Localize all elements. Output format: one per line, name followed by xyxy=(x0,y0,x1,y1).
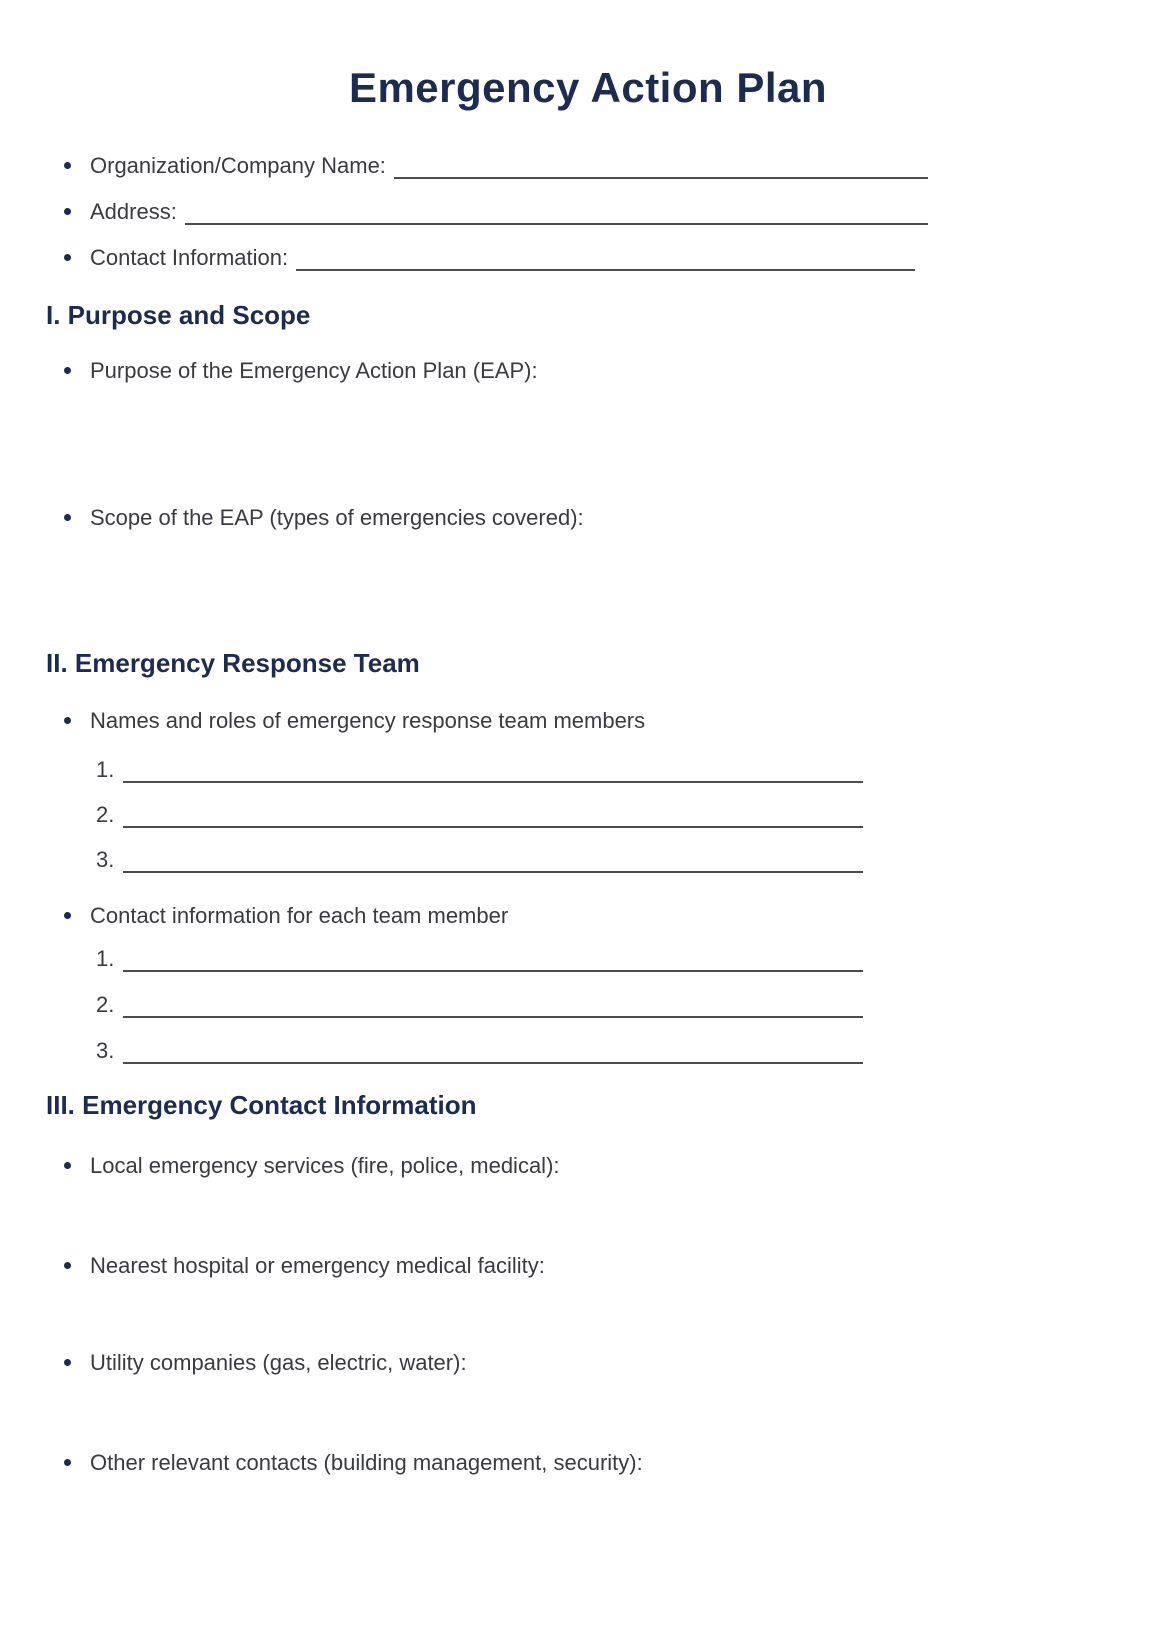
item-number: 2. xyxy=(96,992,115,1017)
header-fields xyxy=(46,153,1130,271)
team-contact-info-bullet: Contact information for each team member xyxy=(46,903,1130,929)
emergency-contact-bullets xyxy=(46,1153,1130,1476)
scope-of-eap-bullet: Scope of the EAP (types of emergencies covered): xyxy=(46,505,1130,531)
item-number: 1. xyxy=(96,757,115,782)
team-name-2-field[interactable] xyxy=(123,802,863,828)
item-number: 2. xyxy=(96,802,115,827)
item-number: 1. xyxy=(96,946,115,971)
address-label: Address: xyxy=(90,199,177,224)
contact-information-row xyxy=(46,245,915,271)
team-name-1-field[interactable] xyxy=(123,757,863,783)
organization-name-label: Organization/Company Name: xyxy=(90,153,386,178)
address-row xyxy=(46,199,928,225)
utility-companies-bullet: Utility companies (gas, electric, water): xyxy=(46,1350,1130,1376)
purpose-of-eap-bullet: Purpose of the Emergency Action Plan (EAP): xyxy=(46,358,1130,384)
response-team-bullets xyxy=(46,708,1130,734)
purpose-scope-bullets xyxy=(46,358,1130,531)
team-contact-3-field[interactable] xyxy=(123,1038,863,1064)
team-names-list xyxy=(46,757,1130,873)
section-heading-purpose-and-scope: I. Purpose and Scope xyxy=(46,300,311,330)
team-contact-row-1 xyxy=(46,946,863,972)
response-team-contact-bullets xyxy=(46,903,1130,929)
nearest-hospital-bullet: Nearest hospital or emergency medical facility: xyxy=(46,1253,1130,1279)
team-name-row-3 xyxy=(46,847,863,873)
team-contact-1-field[interactable] xyxy=(123,946,863,972)
organization-name-row xyxy=(46,153,928,179)
team-name-row-2 xyxy=(46,802,863,828)
team-names-roles-bullet: Names and roles of emergency response team members xyxy=(46,708,1130,734)
other-relevant-contacts-bullet: Other relevant contacts (building management, security): xyxy=(46,1450,1130,1476)
item-number: 3. xyxy=(96,1038,115,1063)
team-contacts-list xyxy=(46,946,1130,1064)
local-emergency-services-bullet: Local emergency services (fire, police, medical): xyxy=(46,1153,1130,1179)
section-heading-emergency-contact-information: III. Emergency Contact Information xyxy=(46,1090,477,1120)
team-contact-row-2 xyxy=(46,992,863,1018)
contact-information-field[interactable] xyxy=(296,245,915,271)
item-number: 3. xyxy=(96,847,115,872)
address-field[interactable] xyxy=(185,199,928,225)
team-contact-row-3 xyxy=(46,1038,863,1064)
team-name-row-1 xyxy=(46,757,863,783)
organization-name-field[interactable] xyxy=(394,153,928,179)
section-heading-emergency-response-team: II. Emergency Response Team xyxy=(46,648,420,678)
team-name-3-field[interactable] xyxy=(123,847,863,873)
page-title: Emergency Action Plan xyxy=(348,64,828,111)
contact-information-label: Contact Information: xyxy=(90,245,289,270)
team-contact-2-field[interactable] xyxy=(123,992,863,1018)
